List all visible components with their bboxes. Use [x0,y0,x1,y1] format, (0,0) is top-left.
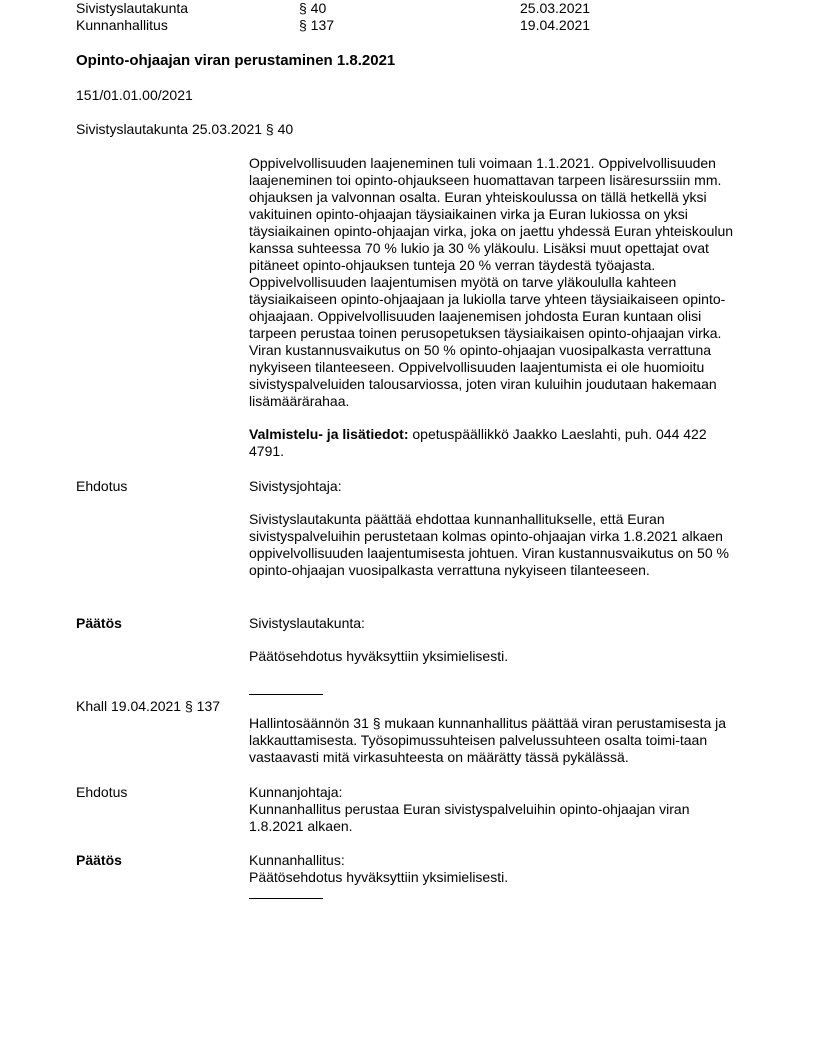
decision-text: Päätösehdotus hyväksyttiin yksimielisesti. [249,648,509,664]
header-date: 19.04.2021 [520,17,591,33]
proposal-text: Sivistyslautakunta päättää ehdottaa kunnanhallitukselle, että Euran sivistyspalveluihin perustetaan kolmas opinto-ohjaajan virka 1.8.2021 alkaen oppivelvollisuuden laajentumisesta johtuen. Viran kustannusvaikutus on 50 % opinto-ohjaajan vuosipalkasta verrattuna nykyiseen tilanteeseen. [249,511,729,578]
khall-reference: Khall 19.04.2021 § 137 [76,698,221,714]
header-section: § 40 [299,0,327,16]
intro-paragraph: Oppivelvollisuuden laajeneminen tuli voimaan 1.1.2021. Oppivelvollisuuden laajeneminen toi opinto-ohjaukseen huomattavan tarpeen lisäresurssiin mm. ohjauksen ja valvonnan osalta. Euran yhteiskoulussa on tällä hetkellä yksi vakituinen opinto-ohjaajan täysiaikainen virka ja Euran lukiossa on yksi täysiaikainen opinto-ohjaajan virka, joka on jaettu yhdessä Euran yhteiskoulun kanssa suhteessa 70 % lukio ja 30 % yläkoulu. Lisäksi muut opettajat ovat pitäneet opinto-ohjauksen tunteja 20 % verran täydestä työajasta. Oppivelvollisuuden laajentumisen myötä on tarve yläkoululla kahteen täysiaikaiseen opinto-ohjaajaan ja lukiolla tarve yhteen täysiaikaiseen opinto-ohjaajaan. Oppivelvollisuuden laajenemisen johdosta Euran kuntaan olisi tarpeen perustaa toinen perusopetuksen täysiaikaisen opinto-ohjaajan virka. Viran kustannusvaikutus on 50 % opinto-ohjaajan vuosipalkasta verrattuna nykyiseen tilanteeseen. Oppivelvollisuuden laajentumista ei ole huomioitu sivistyspalveluiden talousarviossa, joten viran kuluihin joudutaan hakemaan lisämäärärahaa. [249,155,734,409]
proposal-presenter: Kunnanjohtaja: [249,784,343,800]
proposal-presenter: Sivistysjohtaja: [249,478,342,494]
decision-body: Kunnanhallitus: [249,852,345,868]
proposal-label: Ehdotus [76,478,128,494]
header-body: Sivistyslautakunta [76,0,189,16]
contact-text: opetuspäällikkö Jaakko Laeslahti, puh. 044 422 4791. [249,426,707,459]
header-date: 25.03.2021 [520,0,591,16]
record-number: 151/01.01.00/2021 [76,87,193,103]
decision-label: Päätös [76,615,122,631]
khall-text: Hallintosäännön 31 § mukaan kunnanhallitus päättää viran perustamisesta ja lakkauttamisesta. Työsopimussuhteisen palvelussuhteen osalta toimi-taan vastaavasti mitä virkasuhteesta on määrätty tässä pykälässä. [249,715,727,765]
contact-info [249,426,744,460]
header-section: § 137 [299,17,335,33]
meeting-reference: Sivistyslautakunta 25.03.2021 § 40 [76,121,294,137]
divider-rule [249,898,323,899]
header-row [76,0,776,17]
decision-label: Päätös [76,852,122,868]
proposal-text: Kunnanhallitus perustaa Euran sivistyspalveluihin opinto-ohjaajan viran 1.8.2021 alkaen. [249,801,690,834]
decision-text: Päätösehdotus hyväksyttiin yksimielisesti. [249,869,509,885]
header-body: Kunnanhallitus [76,17,168,33]
document-title: Opinto-ohjaajan viran perustaminen 1.8.2021 [76,52,396,69]
header-row [76,17,776,34]
proposal-label: Ehdotus [76,784,128,800]
contact-label: Valmistelu- ja lisätiedot: [249,426,409,442]
decision-body: Sivistyslautakunta: [249,615,365,631]
divider-rule [249,694,323,695]
